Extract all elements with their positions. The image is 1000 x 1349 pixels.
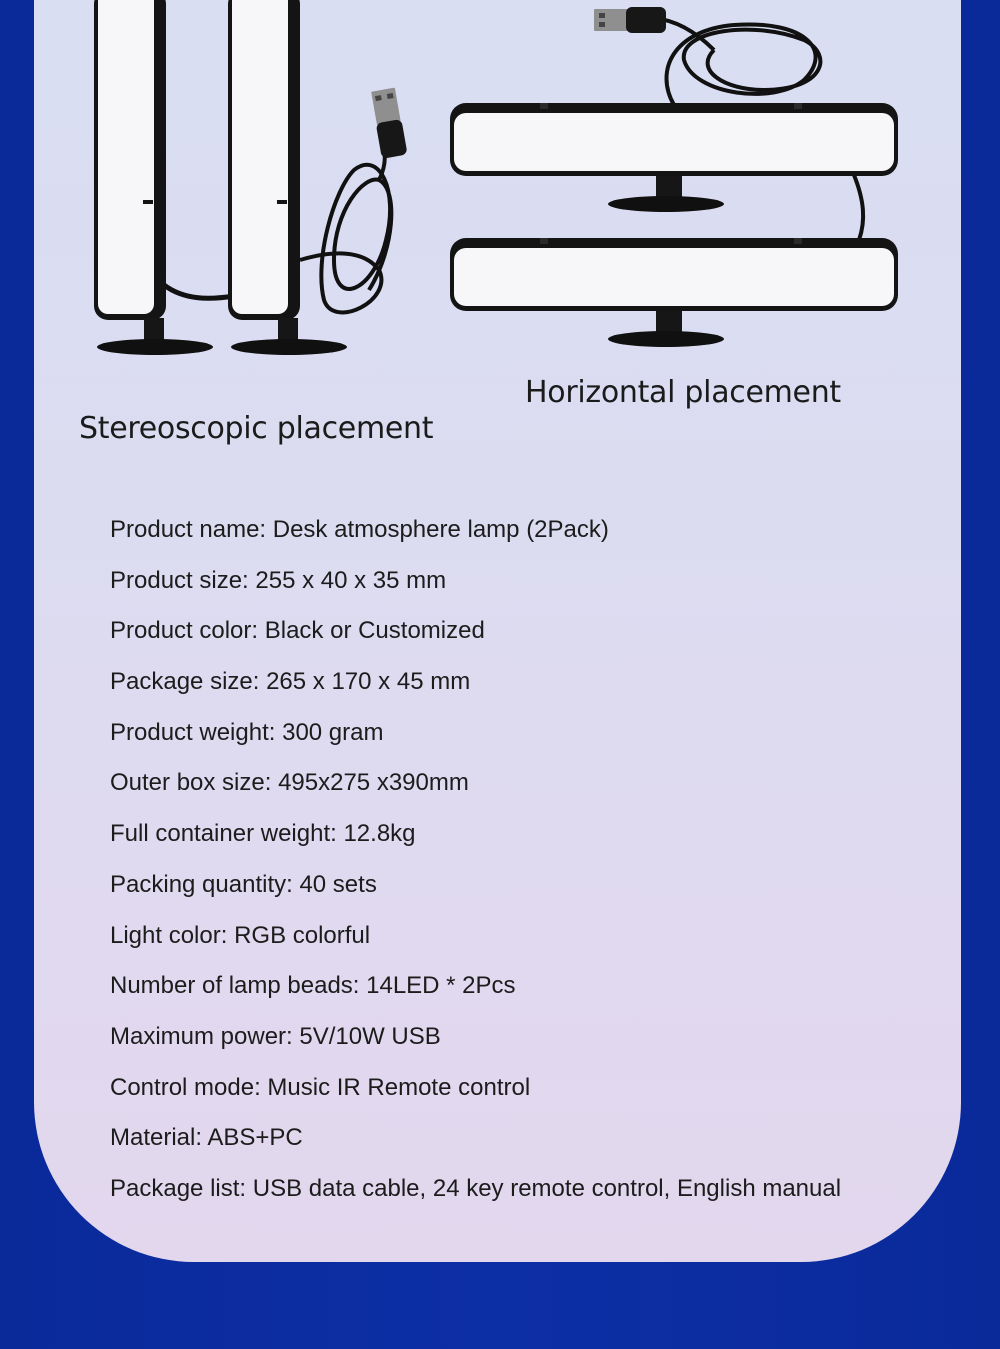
horizontal-lamps-image (450, 7, 898, 347)
spec-light-color: Light color: RGB colorful (110, 921, 371, 949)
spec-product-size: Product size: 255 x 40 x 35 mm (110, 566, 447, 594)
spec-packing-quantity: Packing quantity: 40 sets (110, 870, 377, 898)
spec-product-weight: Product weight: 300 gram (110, 718, 384, 746)
vertical-lamps-image (94, 0, 408, 355)
spec-container-weight: Full container weight: 12.8kg (110, 820, 416, 848)
spec-product-color: Product color: Black or Customized (110, 617, 485, 645)
spec-package-list: Package list: USB data cable, 24 key remote control, English manual (110, 1174, 842, 1202)
spec-outer-box-size: Outer box size: 495x275 x390mm (110, 769, 469, 797)
spec-control-mode: Control mode: Music IR Remote control (110, 1073, 531, 1101)
spec-maximum-power: Maximum power: 5V/10W USB (110, 1022, 441, 1050)
horizontal-placement-caption: Horizontal placement (525, 375, 841, 410)
stereoscopic-placement-caption: Stereoscopic placement (79, 411, 434, 446)
spec-list (110, 511, 841, 1221)
spec-lamp-beads: Number of lamp beads: 14LED * 2Pcs (110, 972, 516, 1000)
product-card (34, 0, 961, 1262)
spec-product-name: Product name: Desk atmosphere lamp (2Pack) (110, 516, 609, 543)
spec-material: Material: ABS+PC (110, 1124, 303, 1152)
spec-package-size: Package size: 265 x 170 x 45 mm (110, 668, 471, 696)
